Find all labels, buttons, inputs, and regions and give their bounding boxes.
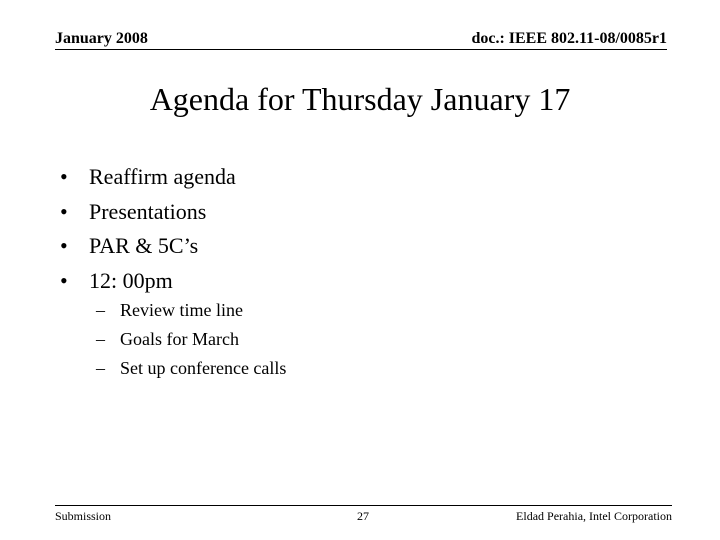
bullet-dot-icon: • <box>60 198 68 224</box>
header-date: January 2008 <box>55 30 148 47</box>
slide-footer <box>55 505 672 524</box>
agenda-bullet-text: Reaffirm agenda <box>89 164 236 189</box>
dash-icon: – <box>96 358 105 378</box>
agenda-sub-bullet-text: Goals for March <box>120 329 239 349</box>
agenda-bullet-text: PAR & 5C’s <box>89 233 199 258</box>
bullet-dot-icon: • <box>60 233 68 258</box>
header-doc-id: doc.: IEEE 802.11-08/0085r1 <box>471 30 667 47</box>
bullet-dot-icon: • <box>60 267 68 293</box>
dash-icon: – <box>96 329 105 349</box>
footer-author: Eldad Perahia, Intel Corporation <box>516 509 672 523</box>
dash-icon: – <box>96 300 105 320</box>
slide-header <box>55 29 667 50</box>
agenda-bullet-text: Presentations <box>89 198 207 224</box>
bullet-dot-icon: • <box>60 164 68 189</box>
agenda-sub-bullet-text: Set up conference calls <box>120 358 287 378</box>
footer-submission: Submission <box>55 509 112 523</box>
slide-title: Agenda for Thursday January 17 <box>149 81 571 117</box>
footer-page-number: 27 <box>357 509 369 523</box>
agenda-sub-bullet-text: Review time line <box>120 300 243 320</box>
agenda-bullet-text: 12: 00pm <box>89 267 173 293</box>
